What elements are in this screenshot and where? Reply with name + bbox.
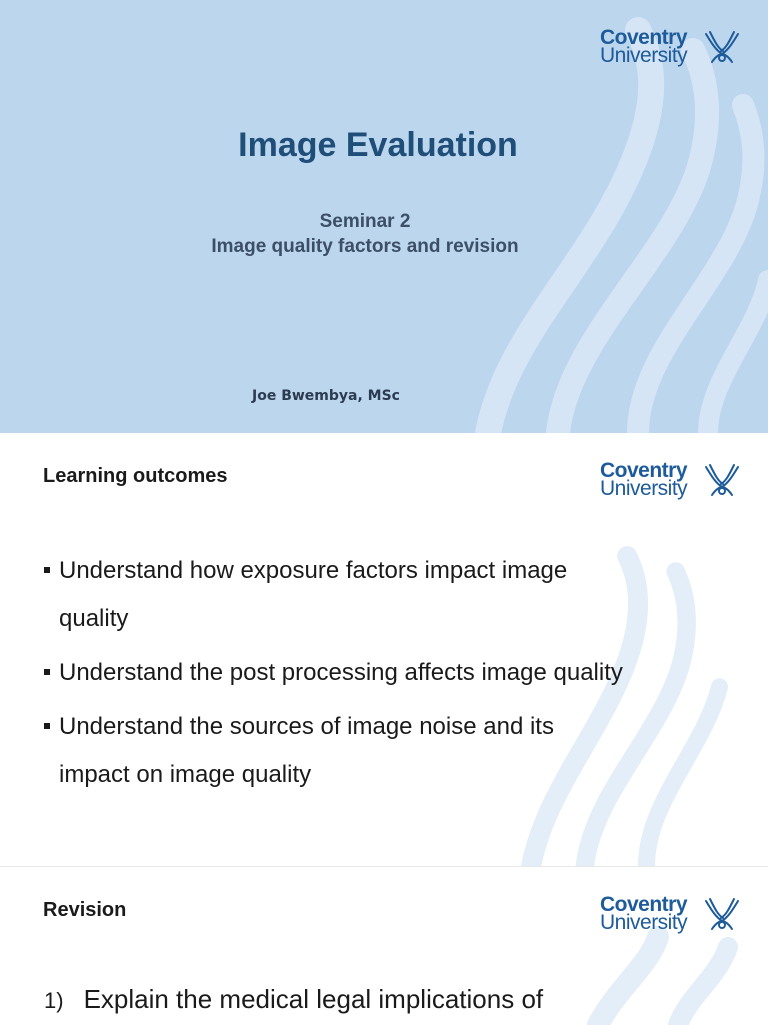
- logo-word-university: University: [600, 911, 688, 934]
- square-bullet-icon: [44, 567, 50, 573]
- learning-outcomes-slide: [0, 433, 768, 866]
- logo-word-university: University: [600, 477, 688, 500]
- square-bullet-icon: [44, 723, 50, 729]
- section-heading: Revision: [43, 899, 127, 921]
- question-text: Explain the medical legal implications of: [83, 984, 544, 1014]
- seminar-topic: Image quality factors and revision: [211, 236, 519, 257]
- coventry-logo: [600, 461, 742, 505]
- slide-title: Image Evaluation: [238, 126, 518, 164]
- square-bullet-icon: [44, 669, 50, 675]
- section-heading: Learning outcomes: [43, 465, 228, 487]
- list-item-line: Understand how exposure factors impact image: [59, 557, 568, 584]
- phoenix-icon: [702, 461, 742, 501]
- list-item-line: Understand the sources of image noise and its: [59, 713, 554, 740]
- title-slide: [0, 0, 768, 433]
- phoenix-icon: [702, 28, 742, 68]
- revision-question: [44, 984, 543, 1015]
- seminar-label: Seminar 2: [319, 211, 411, 232]
- phoenix-icon: [702, 895, 742, 935]
- list-item: [44, 547, 704, 643]
- revision-slide: [0, 866, 768, 1025]
- list-item-line: Understand the post processing affects image quality: [59, 659, 623, 686]
- list-item: [44, 649, 704, 697]
- list-item-line: impact on image quality: [59, 761, 312, 788]
- list-item: [44, 703, 704, 799]
- logo-word-university: University: [600, 44, 688, 67]
- logo-word-coventry: Coventry: [600, 459, 688, 482]
- author-name: Joe Bwembya, MSc: [252, 388, 400, 404]
- logo-word-coventry: Coventry: [600, 26, 688, 49]
- question-number: 1): [44, 988, 64, 1013]
- logo-word-coventry: Coventry: [600, 893, 688, 916]
- coventry-logo: [600, 895, 742, 939]
- list-item-line: quality: [59, 605, 129, 632]
- coventry-logo: [600, 28, 742, 72]
- outcomes-list: [44, 547, 704, 805]
